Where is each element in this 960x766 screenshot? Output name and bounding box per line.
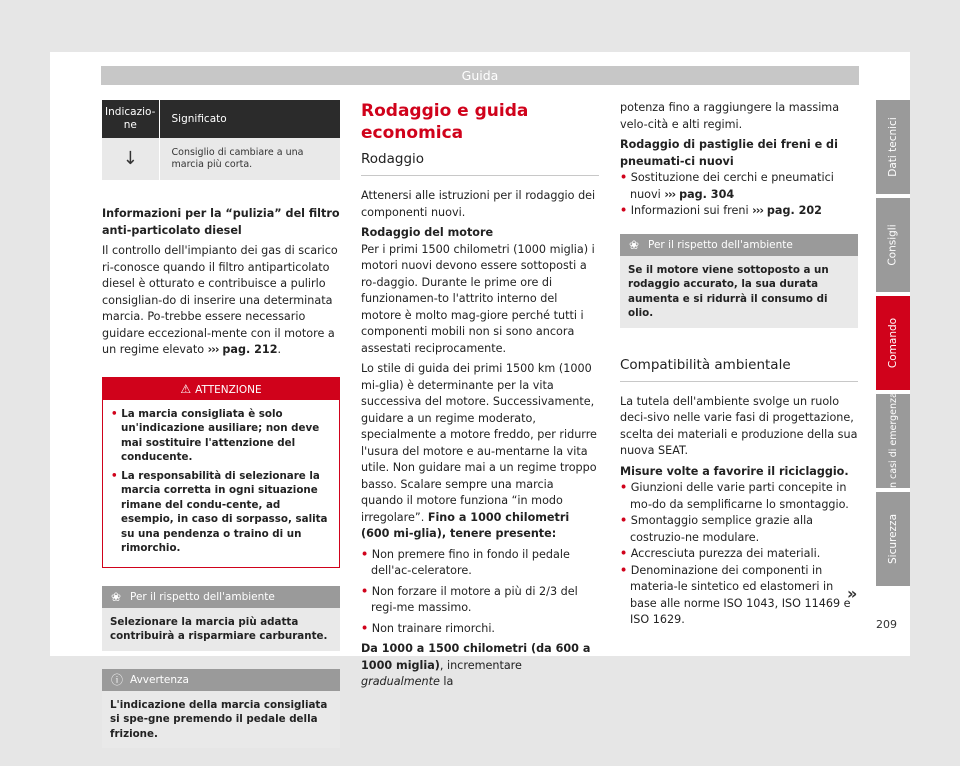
table-header-indicator: Indicazio-ne <box>102 100 159 138</box>
environment-box <box>102 586 340 651</box>
warning-triangle-icon: ⚠ <box>180 381 192 396</box>
continue-icon: » <box>847 584 858 603</box>
section-heading: Informazioni per la “pulizia” del filtro anti-particolato diesel <box>102 207 340 237</box>
tab-consigli[interactable]: Consigli <box>876 198 910 292</box>
list-item: • Sostituzione dei cerchi e pneumatici nuovi ››› pag. 304 <box>620 171 834 201</box>
leaf-icon: ❀ <box>111 589 122 604</box>
list-item: • Non forzare il motore a più di 2/3 del regi-me massimo. <box>361 584 578 614</box>
paragraph: Da 1000 a 1500 chilometri (da 600 a 1000 miglia), incrementare gradualmente la <box>361 642 591 688</box>
list-item: • Denominazione dei componenti in materia-le sintetico ed elastomeri in base alle norme ISO 1043, ISO 11469 e ISO 1629. <box>620 563 851 626</box>
page-link[interactable]: ››› pag. 304 <box>664 187 735 201</box>
paragraph: potenza fino a raggiungere la massima velo-cità e alti regimi. <box>620 101 840 131</box>
section-title: Compatibilità ambientale <box>620 356 858 382</box>
paragraph: Attenersi alle istruzioni per il rodaggio dei componenti nuovi. <box>361 189 596 219</box>
tab-comando[interactable]: Comando <box>876 296 910 390</box>
list-item: • Smontaggio semplice grazie alla costruzio-ne modulare. <box>620 514 814 544</box>
leaf-icon: ❀ <box>629 237 640 252</box>
warning-body <box>103 400 339 567</box>
table-header-meaning: Significato <box>159 100 340 138</box>
environment-box <box>620 234 858 328</box>
note-box <box>102 669 340 749</box>
note-header: ⓘ Avvertenza <box>102 669 340 691</box>
list-item: • Informazioni sui freni ››› pag. 202 <box>620 204 822 217</box>
table-header-row <box>102 100 340 138</box>
page-header: Guida <box>101 66 859 85</box>
tab-in-casi-di-emergenza[interactable]: In casi di emergenza <box>876 394 910 488</box>
section-heading: Rodaggio del motore <box>361 226 494 239</box>
paragraph: La tutela dell'ambiente svolge un ruolo deci-sivo nelle varie fasi di progettazione, scelta dei materiali e produzione della sua nuova SEAT. <box>620 394 858 457</box>
column-3 <box>620 100 858 633</box>
gear-indicator-table <box>102 100 340 180</box>
environment-body: Selezionare la marcia più adatta contribuirà a risparmiare carburante. <box>102 608 340 651</box>
environment-body: Se il motore viene sottoposto a un rodaggio accurato, la sua durata aumenta e si ridurrà il consumo di olio. <box>620 256 858 328</box>
environment-header: ❀ Per il rispetto dell'ambiente <box>102 586 340 608</box>
warning-header: ⚠ ATTENZIONE <box>103 378 339 400</box>
section-title: Rodaggio <box>361 150 599 176</box>
tab-sicurezza[interactable]: Sicurezza <box>876 492 910 586</box>
table-row <box>102 138 340 180</box>
paragraph: Il controllo dell'impianto dei gas di scarico ri-conosce quando il filtro antiparticolato diesel è otturato e contribuisce a pulirlo consiglian-do di inserire una determinata marcia. Po-trebbe essere necessario guidare eccezional-mente con il motore a un regime elevato ››› pag. 212. <box>102 244 338 356</box>
info-icon: ⓘ <box>111 672 124 687</box>
page-link[interactable]: ››› pag. 202 <box>752 204 822 217</box>
environment-header: ❀ Per il rispetto dell'ambiente <box>620 234 858 256</box>
section-heading: Rodaggio di pastiglie dei freni e di pneumati-ci nuovi <box>620 138 838 168</box>
paragraph: Lo stile di guida dei primi 1500 km (1000 mi-glia) è determinante per la vita successiva del motore. Successivamente, guidare a un regime moderato, specialmente a motore freddo, per ridurre l'usura del motore e au-mentarne la vita utile. Non guidare mai a un regime troppo basso. Scalare sempre una marcia quando il motore funziona “in modo irregolare”. Fino a 1000 chilometri (600 mi-glia), tenere presente: <box>361 362 597 540</box>
note-body: L'indicazione della marcia consigliata si spe-gne premendo il pedale della frizione. <box>102 691 340 749</box>
section-heading: Misure volte a favorire il riciclaggio. <box>620 464 849 478</box>
list-item: • Non premere fino in fondo il pedale dell'ac-celeratore. <box>361 547 570 577</box>
paragraph: Per i primi 1500 chilometri (1000 miglia) i motori nuovi devono essere sottoposti a ro-daggio. Durante le prime ore di funzionamen-to l'attrito interno del motore è molto mag-giore perché tutti i componenti mobili non si sono ancora assestati reciprocamente. <box>361 242 595 355</box>
list-item: • Accresciuta purezza dei materiali. <box>620 547 821 560</box>
warning-box <box>102 377 340 568</box>
list-item: • La responsabilità di selezionare la marcia corretta in ogni situazione rimane del condu-cente, ad esempio, in caso di sorpasso, salita su una pendenza o traino di un rimorchio. <box>111 469 328 554</box>
page-title: Rodaggio e guida economica <box>361 101 529 143</box>
tab-dati-tecnici[interactable]: Dati tecnici <box>876 100 910 194</box>
list-item: • Non trainare rimorchi. <box>361 621 495 635</box>
page-link[interactable]: ››› pag. 212 <box>207 343 278 356</box>
list-item: • La marcia consigliata è solo un'indicazione ausiliare; non deve mai sostituire l'attenzione del conducente. <box>111 407 320 463</box>
column-1 <box>102 100 340 766</box>
list-item: • Giunzioni delle varie parti concepite in mo-do da semplificarne lo smontaggio. <box>620 481 849 511</box>
column-2 <box>361 100 599 695</box>
arrow-down-icon: ↓ <box>102 138 159 180</box>
table-cell-meaning: Consiglio di cambiare a una marcia più corta. <box>159 138 340 180</box>
page-number: 209 <box>876 618 897 631</box>
